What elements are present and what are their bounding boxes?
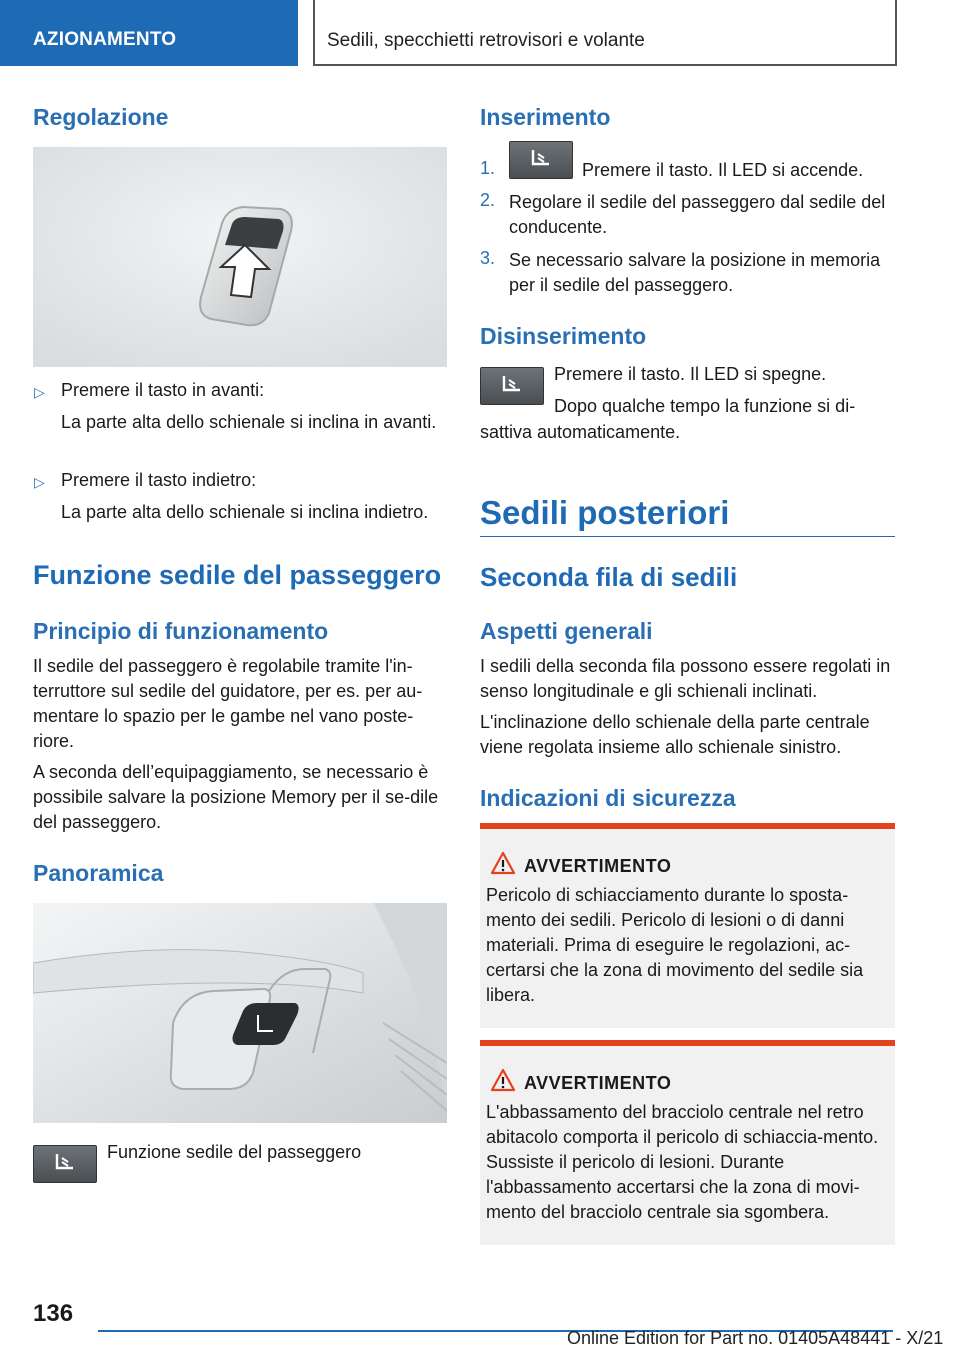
seat-function-key-icon xyxy=(509,141,573,179)
bullet-triangle-icon: ▷ xyxy=(34,384,45,400)
door-panel-illustration xyxy=(33,903,447,1123)
heading-rule xyxy=(480,536,895,537)
chapter-title: Sedili, specchietti retrovisori e volante xyxy=(327,30,645,51)
seat-switch-illustration xyxy=(33,147,447,367)
principio-paragraph-1: Il sedile del passeggero è regolabile tramite l'in-terruttore sul sedile del guidatore, per es. per au-mentare lo spazio per le gambe nel vano poste-riore. xyxy=(33,656,423,751)
aspetti-paragraph-2: L'inclinazione dello schienale della parte centrale viene regolata insieme allo schienale sinistro. xyxy=(480,712,870,757)
principio-paragraph-2: A seconda dell’equipaggiamento, se necessario è possibile salvare la posizione Memory per il se-dile del passeggero. xyxy=(33,762,439,832)
step-number: 1. xyxy=(480,158,496,178)
heading-regolazione: Regolazione xyxy=(33,104,169,130)
step-text: Regolare il sedile del passeggero dal sedile del conducente. xyxy=(509,192,886,237)
bullet-triangle-icon: ▷ xyxy=(34,474,45,490)
warning-text: Pericolo di schiacciamento durante lo sposta-mento dei sedili. Pericolo di lesioni o di danni materiali. Prima di eseguire le regolazioni, ac-certarsi che la zona di movimento del sedile sia libera. xyxy=(486,885,864,1005)
bullet-text: La parte alta dello schienale si inclina in avanti. xyxy=(61,412,437,432)
disinserimento-line-3: sattiva automaticamente. xyxy=(480,422,681,442)
heading-inserimento: Inserimento xyxy=(480,104,611,130)
heading-indicazioni-sicurezza: Indicazioni di sicurezza xyxy=(480,785,736,811)
warning-title: AVVERTIMENTO xyxy=(524,856,672,876)
disinserimento-line-2: Dopo qualche tempo la funzione si di- xyxy=(554,396,856,416)
heading-panoramica: Panoramica xyxy=(33,860,164,886)
bullet-text: La parte alta dello schienale si inclina indietro. xyxy=(61,502,429,522)
bullet-title: Premere il tasto in avanti: xyxy=(61,380,265,400)
warning-title: AVVERTIMENTO xyxy=(524,1073,672,1093)
warning-text: L'abbassamento del bracciolo centrale nel retro abitacolo comporta il pericolo di schiaccia-mento. Sussiste il pericolo di lesioni. Durante l'abbassamento accertarsi che la zona di movi-mento del bracciolo centrale sia sgombera. xyxy=(486,1102,879,1222)
warning-triangle-icon xyxy=(490,1068,516,1092)
heading-principio: Principio di funzionamento xyxy=(33,618,329,644)
image-door-panel xyxy=(33,903,447,1123)
warning-box xyxy=(480,1040,895,1245)
disinserimento-line-1: Premere il tasto. Il LED si spegne. xyxy=(554,364,827,384)
heading-funzione-sedile: Funzione sedile del passeggero xyxy=(33,560,442,590)
page-number: 136 xyxy=(33,1300,74,1327)
image-seat-switch xyxy=(33,147,447,367)
warning-box xyxy=(480,823,895,1028)
icon-caption: Funzione sedile del passeggero xyxy=(107,1142,362,1162)
chapter-tab xyxy=(313,0,897,66)
aspetti-paragraph-1: I sedili della seconda fila possono essere regolati in senso longitudinale e gli schienali inclinati. xyxy=(480,656,891,701)
step-text: Se necessario salvare la posizione in memoria per il sedile del passeggero. xyxy=(509,250,881,295)
heading-disinserimento: Disinserimento xyxy=(480,323,647,349)
seat-function-key-icon xyxy=(33,1145,97,1183)
heading-sedili-posteriori: Sedili posteriori xyxy=(480,494,730,531)
bullet-title: Premere il tasto indietro: xyxy=(61,470,257,490)
heading-seconda-fila: Seconda fila di sedili xyxy=(480,562,738,592)
edition-text: Online Edition for Part no. 01405A48441 - X/21 xyxy=(567,1328,944,1348)
section-tab xyxy=(0,0,298,66)
seat-function-key-icon xyxy=(480,367,544,405)
warning-triangle-icon xyxy=(490,851,516,875)
step-number: 2. xyxy=(480,190,496,210)
section-title: AZIONAMENTO xyxy=(33,29,177,50)
step-number: 3. xyxy=(480,248,496,268)
step-text: Premere il tasto. Il LED si accende. xyxy=(582,160,864,180)
heading-aspetti-generali: Aspetti generali xyxy=(480,618,653,644)
